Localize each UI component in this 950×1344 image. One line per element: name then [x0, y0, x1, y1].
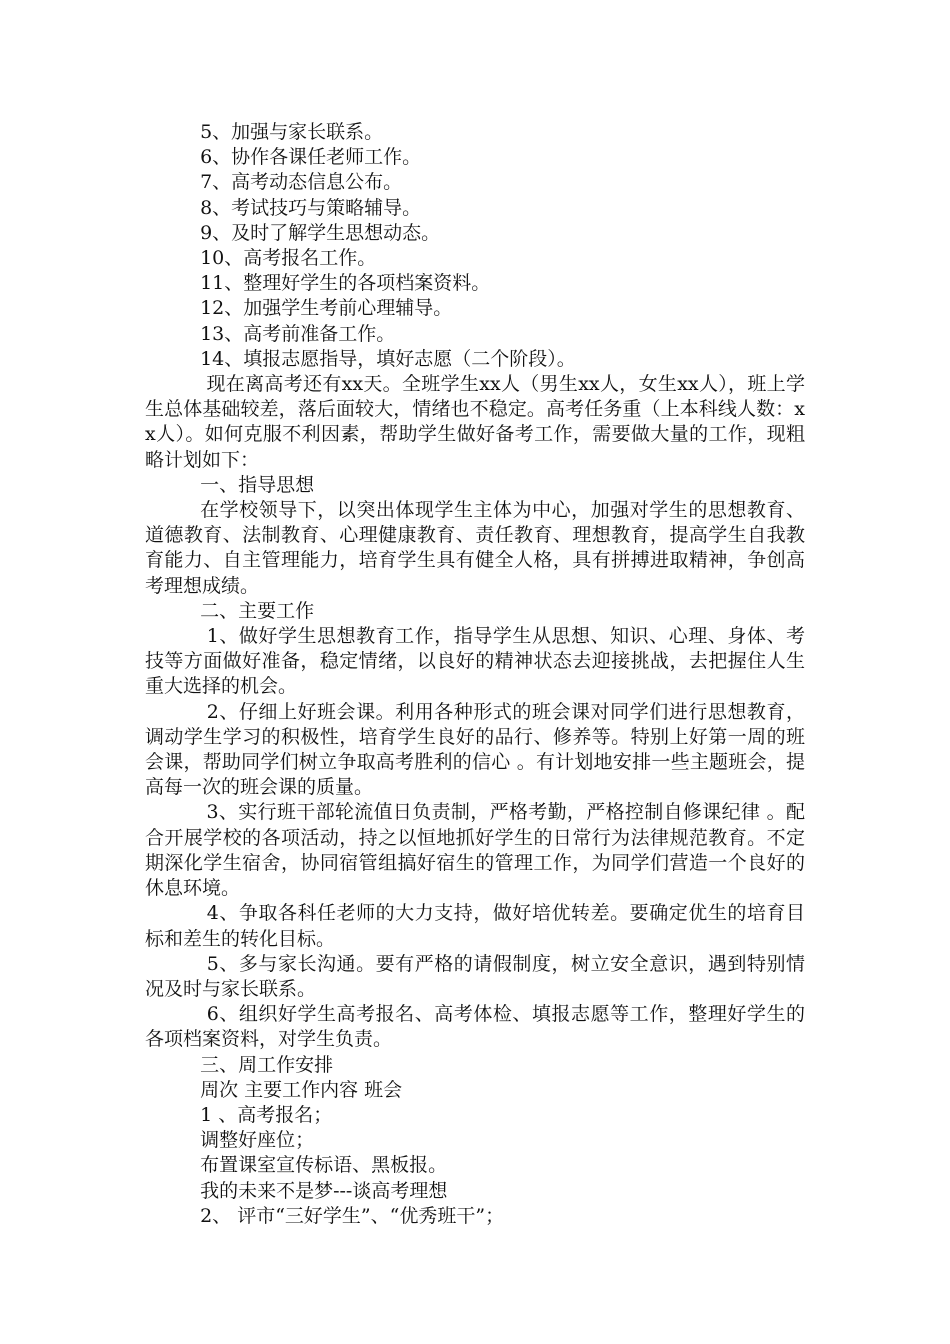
paragraph: 4、争取各科任老师的大力支持，做好培优转差。要确定优生的培育目标和差生的转化目标。	[145, 902, 806, 950]
paragraph: 8、考试技巧与策略辅导。	[200, 196, 422, 219]
paragraph: 5、加强与家长联系。	[200, 121, 384, 143]
paragraph: 12、加强学生考前心理辅导。	[200, 297, 453, 320]
schedule-line: 1 、高考报名；	[200, 1103, 333, 1126]
paragraph: 6、组织好学生高考报名、高考体检、填报志愿等工作，整理好学生的各项档案资料，对学生负责。	[145, 1003, 806, 1051]
paragraph: 13、高考前准备工作。	[200, 322, 396, 345]
paragraph: 11、整理好学生的各项档案资料。	[200, 272, 491, 295]
section-heading: 一、指导思想	[200, 473, 315, 496]
schedule-line: 2、 评市“三好学生”、“优秀班干”；	[200, 1204, 505, 1227]
paragraph: 在学校领导下，以突出体现学生主体为中心，加强对学生的思想教育、道德教育、法制教育、心理健康教育、责任教育、理想教育，提高学生自我教育能力、自主管理能力，培育学生具有健全人格，具有拼搏进取精神，争创高考理想成绩。	[145, 499, 805, 597]
paragraph: 10、高考报名工作。	[200, 247, 377, 270]
paragraph: 现在离高考还有xx天。全班学生xx人（男生xx人，女生xx人），班上学生总体基础较差，落后面较大，情绪也不稳定。高考任务重（上本科线人数：xx人）。如何克服不利因素，帮助学生做好备考工作，需要做大量的工作，现粗略计划如下：	[145, 373, 805, 471]
section-heading: 三、周工作安排	[200, 1053, 334, 1076]
document-body	[145, 120, 805, 1229]
table-header-line: 周次 主要工作内容 班会	[200, 1078, 403, 1101]
paragraph: 6、协作各课任老师工作。	[200, 146, 422, 169]
paragraph: 9、及时了解学生思想动态。	[200, 221, 441, 244]
paragraph: 7、高考动态信息公布。	[200, 171, 403, 194]
paragraph: 3、实行班干部轮流值日负责制，严格考勤，严格控制自修课纪律 。配合开展学校的各项活动，持之以恒地抓好学生的日常行为法律规范教育。不定期深化学生宿舍，协同宿管组搞好宿生的管理工作，为同学们营造一个良好的休息环境。	[145, 801, 805, 900]
section-heading: 二、主要工作	[200, 599, 315, 622]
paragraph: 2、仔细上好班会课。利用各种形式的班会课对同学们进行思想教育，调动学生学习的积极性，培育学生良好的品行、修养等。特别上好第一周的班会课，帮助同学们树立争取高考胜利的信心 。有计划地安排一些主题班会，提高每一次的班会课的质量。	[145, 700, 806, 799]
schedule-line: 我的未来不是梦---谈高考理想	[200, 1179, 448, 1202]
paragraph: 5、多与家长沟通。要有严格的请假制度，树立安全意识，遇到特别情况及时与家长联系。	[145, 952, 806, 1000]
schedule-line: 布置课室宣传标语、黑板报。	[200, 1154, 448, 1177]
paragraph: 1、做好学生思想教育工作，指导学生从思想、知识、心理、身体、考技等方面做好准备，稳定情绪，以良好的精神状态去迎接挑战，去把握住人生重大选择的机会。	[145, 625, 806, 698]
schedule-line: 调整好座位；	[200, 1129, 315, 1152]
paragraph: 14、填报志愿指导，填好志愿（二个阶段）。	[200, 347, 576, 370]
